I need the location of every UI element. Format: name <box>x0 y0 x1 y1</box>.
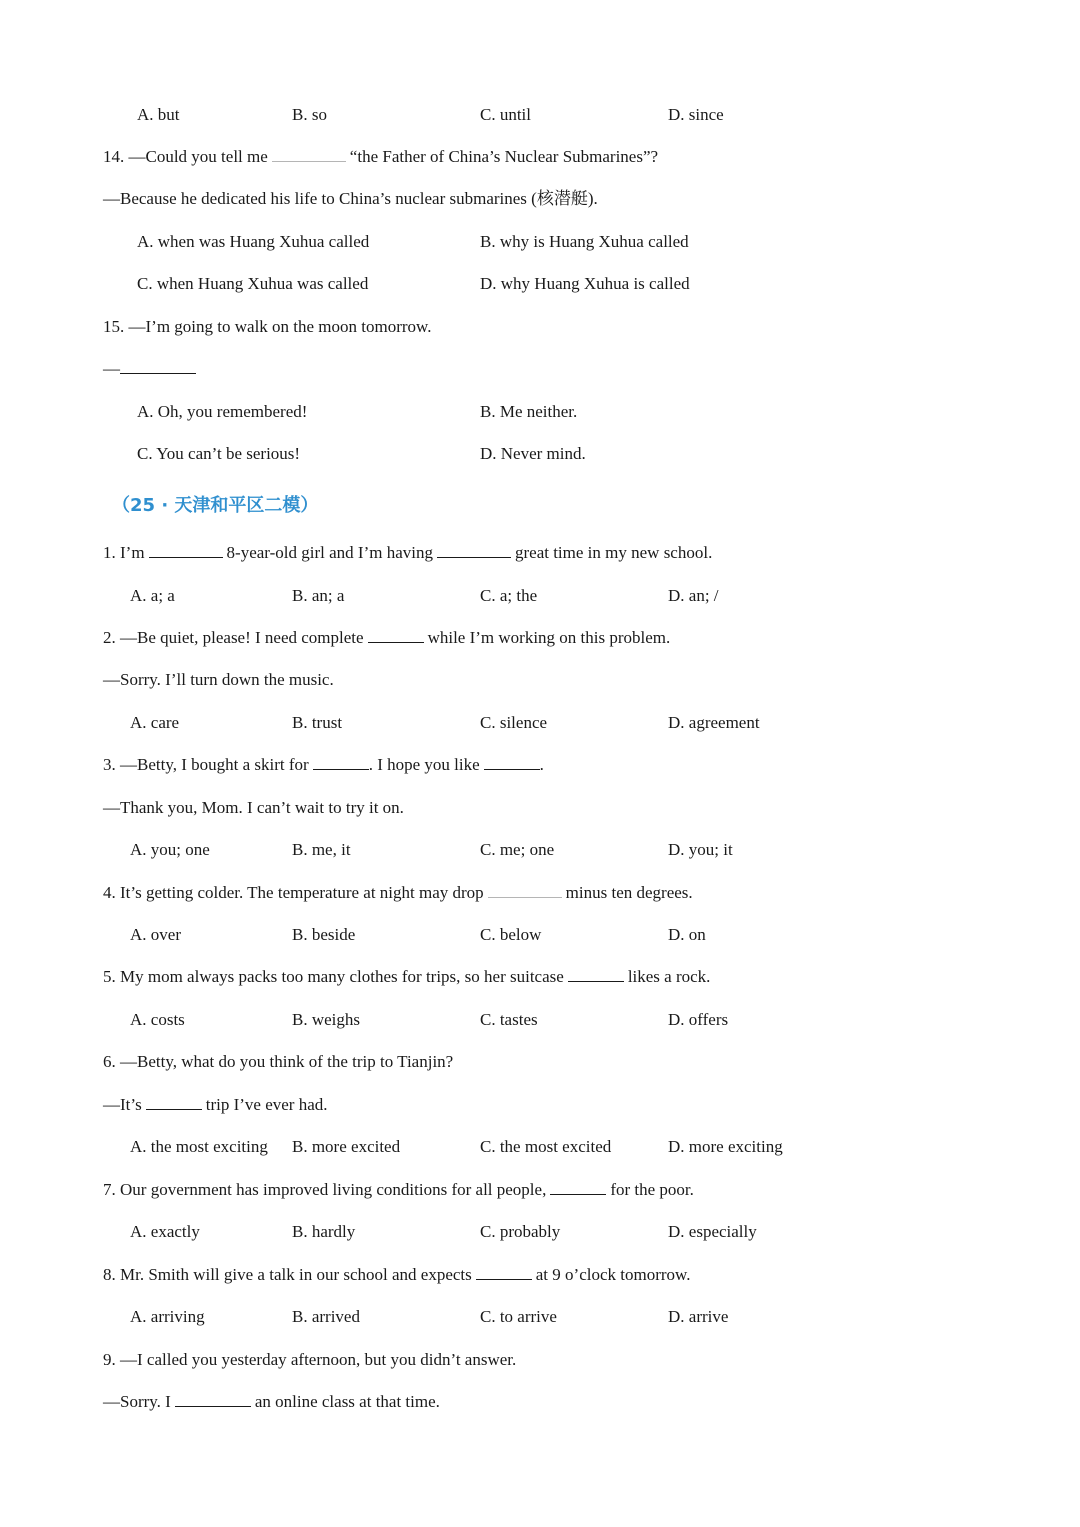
option-d: D. arrive <box>668 1307 729 1326</box>
option-d: D. you; it <box>668 840 733 859</box>
question-text: an online class at that time. <box>254 1392 440 1411</box>
question-3 <box>103 754 544 776</box>
answer-blank <box>149 543 223 558</box>
question-text: —It’s <box>103 1095 142 1114</box>
option-a: A. a; a <box>130 586 175 605</box>
option-d: D. Never mind. <box>480 444 586 463</box>
question-7 <box>103 1179 694 1201</box>
option-d: D. on <box>668 925 706 944</box>
question-text: . I hope you like <box>368 755 480 774</box>
question-text: 2. —Be quiet, please! I need complete <box>103 628 364 647</box>
option-d: D. why Huang Xuhua is called <box>480 274 690 293</box>
option-c: C. the most excited <box>480 1137 612 1156</box>
option-c: C. You can’t be serious! <box>137 444 301 463</box>
option-b: B. hardly <box>292 1222 356 1241</box>
option-a: A. you; one <box>130 840 210 859</box>
option-b: B. beside <box>292 925 356 944</box>
answer-blank <box>175 1392 251 1407</box>
question-text: 5. My mom always packs too many clothes for trips, so her suitcase <box>103 967 564 986</box>
question-2 <box>103 627 670 649</box>
option-b: B. Me neither. <box>480 402 578 421</box>
question-text: 1. I’m <box>103 543 145 562</box>
options-q2 <box>0 712 1080 734</box>
option-a: A. over <box>130 925 181 944</box>
question-text: likes a rock. <box>627 967 711 986</box>
option-b: B. weighs <box>292 1010 360 1029</box>
question-text: “the Father of China’s Nuclear Submarines”? <box>349 147 659 166</box>
option-d: D. more exciting <box>668 1137 783 1156</box>
option-c: C. to arrive <box>480 1307 557 1326</box>
question-4 <box>103 882 693 904</box>
question-15: 15. —I’m going to walk on the moon tomorrow. <box>103 317 432 336</box>
question-text: at 9 o’clock tomorrow. <box>535 1265 691 1284</box>
options-q1 <box>0 585 1080 607</box>
question-text: 3. —Betty, I bought a skirt for <box>103 755 309 774</box>
options-q5 <box>0 1009 1080 1031</box>
question-9: 9. —I called you yesterday afternoon, but you didn’t answer. <box>103 1350 517 1369</box>
dash: — <box>103 359 120 378</box>
options-q6 <box>0 1136 1080 1158</box>
option-a: A. the most exciting <box>130 1137 268 1156</box>
question-6: 6. —Betty, what do you think of the trip to Tianjin? <box>103 1052 454 1071</box>
option-d: D. especially <box>668 1222 757 1241</box>
option-b: B. trust <box>292 713 343 732</box>
answer-blank <box>313 755 369 770</box>
question-15-reply <box>103 358 200 380</box>
question-text: 14. —Could you tell me <box>103 147 268 166</box>
question-14-reply: —Because he dedicated his life to China’s nuclear submarines (核潜艇). <box>103 189 598 208</box>
answer-blank <box>484 755 540 770</box>
option-c: C. probably <box>480 1222 561 1241</box>
answer-blank <box>568 967 624 982</box>
options-q14-row2 <box>0 273 1080 295</box>
option-a: A. but <box>137 105 180 124</box>
answer-blank <box>488 883 562 898</box>
answer-blank <box>550 1180 606 1195</box>
option-a: A. costs <box>130 1010 185 1029</box>
question-text: minus ten degrees. <box>565 883 693 902</box>
option-c: C. until <box>480 105 532 124</box>
answer-blank <box>146 1095 202 1110</box>
option-d: D. an; / <box>668 586 719 605</box>
options-q13 <box>0 104 1080 126</box>
options-q15-row1 <box>0 401 1080 423</box>
option-d: D. since <box>668 105 724 124</box>
option-a: A. care <box>130 713 180 732</box>
options-q3 <box>0 839 1080 861</box>
options-q8 <box>0 1306 1080 1328</box>
answer-blank <box>368 628 424 643</box>
question-text: . <box>539 755 544 774</box>
question-9-reply <box>103 1391 440 1413</box>
section-heading: （25 · 天津和平区二模） <box>112 495 319 516</box>
option-c: C. tastes <box>480 1010 538 1029</box>
question-6-reply <box>103 1094 328 1116</box>
option-a: A. exactly <box>130 1222 200 1241</box>
question-text: great time in my new school. <box>514 543 713 562</box>
option-c: C. a; the <box>480 586 538 605</box>
option-c: C. below <box>480 925 542 944</box>
option-d: D. offers <box>668 1010 729 1029</box>
option-b: B. arrived <box>292 1307 360 1326</box>
question-text: 7. Our government has improved living conditions for all people, <box>103 1180 547 1199</box>
option-c: C. when Huang Xuhua was called <box>137 274 369 293</box>
question-2-reply: —Sorry. I’ll turn down the music. <box>103 670 334 689</box>
question-text: for the poor. <box>610 1180 694 1199</box>
question-14 <box>103 146 658 168</box>
option-c: C. me; one <box>480 840 555 859</box>
question-1 <box>103 542 712 564</box>
question-text: 8. Mr. Smith will give a talk in our school and expects <box>103 1265 472 1284</box>
answer-blank <box>476 1265 532 1280</box>
option-b: B. more excited <box>292 1137 401 1156</box>
question-text: while I’m working on this problem. <box>427 628 671 647</box>
option-a: A. Oh, you remembered! <box>137 402 308 421</box>
option-b: B. why is Huang Xuhua called <box>480 232 689 251</box>
answer-blank <box>272 147 346 162</box>
answer-blank <box>437 543 511 558</box>
options-q4 <box>0 924 1080 946</box>
option-b: B. so <box>292 105 327 124</box>
option-a: A. arriving <box>130 1307 205 1326</box>
question-text: —Sorry. I <box>103 1392 171 1411</box>
option-c: C. silence <box>480 713 548 732</box>
option-d: D. agreement <box>668 713 760 732</box>
answer-blank <box>120 359 196 374</box>
question-text: 4. It’s getting colder. The temperature at night may drop <box>103 883 484 902</box>
question-8 <box>103 1264 690 1286</box>
question-3-reply: —Thank you, Mom. I can’t wait to try it on. <box>103 798 404 817</box>
option-a: A. when was Huang Xuhua called <box>137 232 370 251</box>
options-q15-row2 <box>0 443 1080 465</box>
question-text: 8-year-old girl and I’m having <box>226 543 433 562</box>
option-b: B. an; a <box>292 586 345 605</box>
question-text: trip I’ve ever had. <box>205 1095 328 1114</box>
option-b: B. me, it <box>292 840 351 859</box>
options-q7 <box>0 1221 1080 1243</box>
options-q14-row1 <box>0 231 1080 253</box>
question-5 <box>103 966 710 988</box>
